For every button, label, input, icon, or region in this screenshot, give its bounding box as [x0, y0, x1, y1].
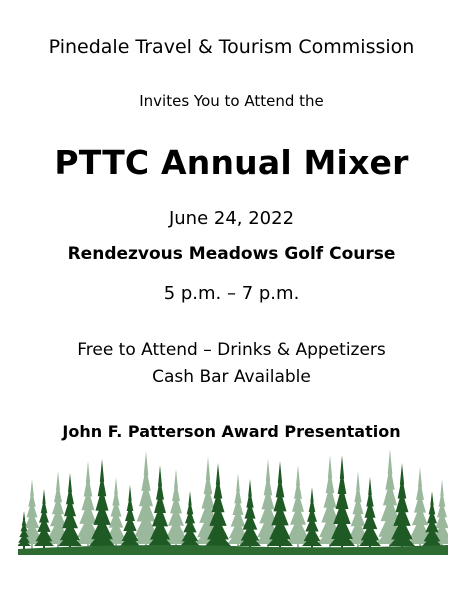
organization-name: Pinedale Travel & Tourism Commission: [48, 36, 415, 58]
event-time: 5 p.m. – 7 p.m.: [163, 283, 300, 304]
pine-tree-dark: [148, 465, 172, 551]
event-venue: Rendezvous Meadows Golf Course: [67, 244, 396, 264]
event-title: PTTC Annual Mixer: [54, 143, 409, 182]
background-trees: [21, 449, 448, 549]
event-details-bar: Cash Bar Available: [152, 367, 311, 387]
pine-forest-illustration: [18, 445, 448, 555]
invitation-text: Invites You to Attend the: [139, 92, 324, 110]
event-date: June 24, 2022: [168, 208, 295, 229]
award-presentation: John F. Patterson Award Presentation: [62, 422, 401, 441]
event-details-admission: Free to Attend – Drinks & Appetizers: [77, 340, 386, 360]
ground-strip: [18, 545, 448, 555]
